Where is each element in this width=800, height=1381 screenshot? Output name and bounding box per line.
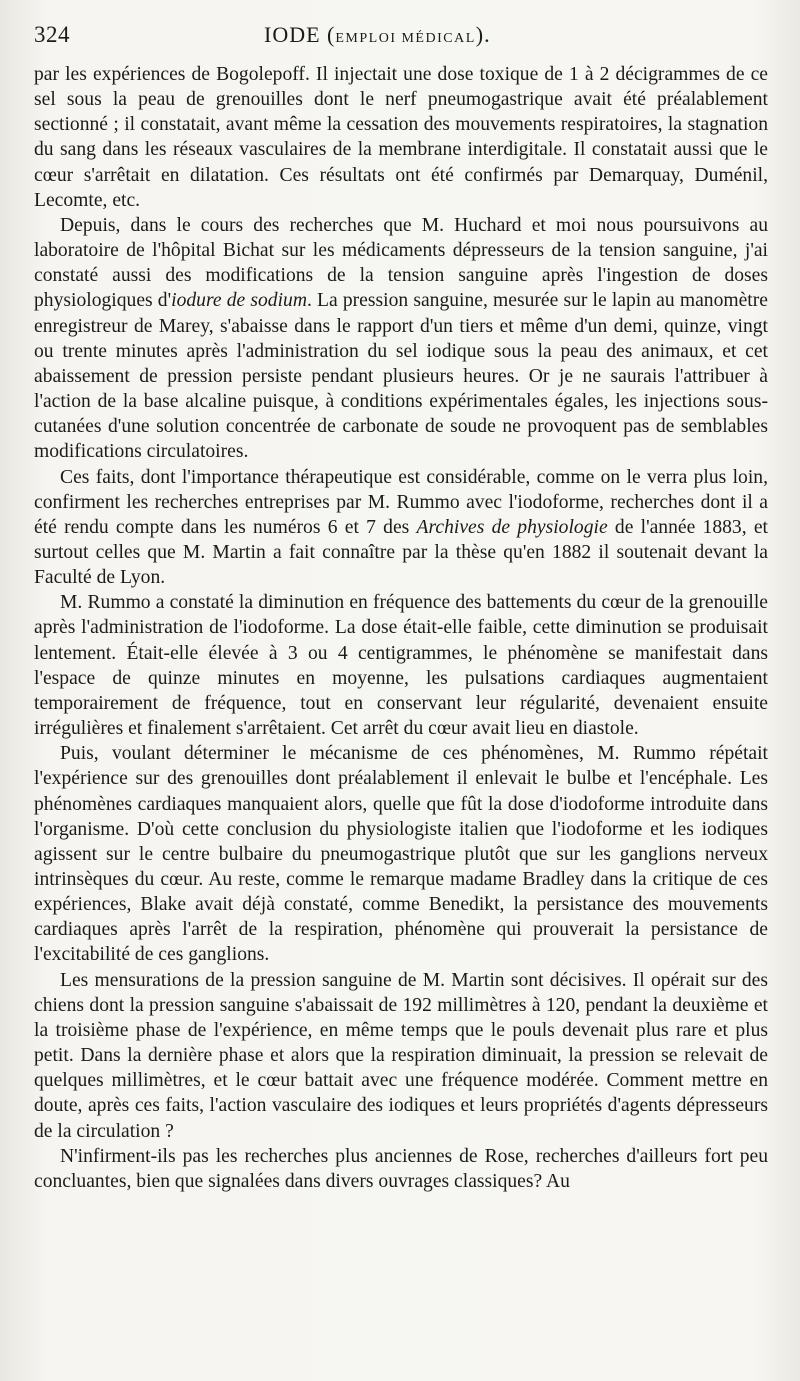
text-run: N'infirment-ils pas les recherches plus anciennes de Rose, recherches d'ailleurs fort peu concluantes, bien que signalées dans divers ouvrages classiques? Au [34, 1145, 768, 1192]
text-run: par les expériences de Bogolepoff. Il injectait une dose toxique de 1 à 2 décigrammes de ce sel sous la peau de grenouilles dont le nerf pneumogastrique avait été préalablement sectionné ; il constatait, avant même la cessation des mouvements respiratoires, la stagnation du sang dans les réseaux vasculaires de la membrane interdigitale. Il constatait aussi que le cœur s'arrêtait en dilatation. Ces résultats ont été confirmés par Demarquay, Duménil, Lecomte, etc. [34, 64, 768, 211]
paragraph-rose [34, 1144, 768, 1194]
text-run: Ces faits, dont l'importance thérapeutique est considérable, comme on le verra plus loin, confirment les recherches entreprises par M. Rummo avec l'iodoforme, recherches dont il a été rendu compte dans les numéros 6 et 7 des [34, 466, 768, 538]
text-run: Depuis, dans le cours des recherches que M. Huchard et moi nous poursuivons au laboratoire de l'hôpital Bichat sur les médicaments dépresseurs de la tension sanguine, j'ai constaté aussi des modifications de la tension sanguine après l'ingestion de doses physiologiques d' [34, 214, 768, 312]
text-run: de l'année 1883, et surtout celles que M. Martin a fait connaître par la thèse qu'en 1882 il soutenait devant la Faculté de Lyon. [34, 516, 768, 589]
paragraph-iodure-sodium [34, 213, 768, 465]
running-title-end: ). [475, 22, 491, 47]
paragraph-mechanism [34, 741, 768, 967]
paragraph-rummo-martin [34, 465, 768, 591]
running-title [264, 22, 491, 48]
text-run: Les mensurations de la pression sanguine de M. Martin sont décisives. Il opérait sur des chiens dont la pression sanguine s'abaissait de 192 millimètres à 120, pendant la deuxième et la troisième phase de l'expérience, en même temps que le pouls devenait plus rare et plus petit. Dans la dernière phase et alors que la respiration diminuait, la pression se relevait de quelques millimètres, et le cœur battait avec une fréquence modérée. Comment mettre en doute, après ces faits, l'action vasculaire des iodiques et leurs propriétés d'agents dépresseurs de la circulation ? [34, 969, 768, 1142]
running-title-small-caps: EMPLOI MÉDICAL [335, 31, 476, 46]
paragraph-rummo-frequency [34, 590, 768, 741]
page-number: 324 [34, 22, 70, 47]
text-run: M. Rummo a constaté la diminution en fréquence des battements du cœur de la grenouille après l'administration de l'iodoforme. La dose était-elle faible, cette diminution se produisait lentement. Était-elle élevée à 3 ou 4 centigrammes, le phénomène se manifestait dans l'espace de quinze minutes en moyenne, les pulsations cardiaques augmentaient temporairement de fréquence, tout en conservant leur régularité, devenaient ensuite irrégulières et finalement s'arrêtaient. Cet arrêt du cœur avait lieu en diastole. [34, 592, 768, 740]
paragraph-martin-pressure [34, 968, 768, 1144]
text-run: . La pression sanguine, mesurée sur le lapin au manomètre enregistreur de Marey, s'abaisse dans le rapport d'un tiers et même d'un demi, quinze, vingt ou trente minutes après l'administration du sel iodique sous la peau des animaux, et cet abaissement de pression persiste pendant plusieurs heures. Or je ne saurais l'attribuer à l'action de la base alcaline puisque, à conditions expérimentales égales, les injections sous-cutanées d'une solution concentrée de carbonate de soude ne provoquent pas de semblables modifications circulatoires. [34, 290, 768, 463]
running-head [34, 22, 768, 62]
italic-text: iodure de sodium [171, 290, 307, 312]
italic-text: Archives de physiologie [416, 516, 608, 538]
paragraph-continuation [34, 62, 768, 213]
text-run: Puis, voulant déterminer le mécanisme de ces phénomènes, M. Rummo répétait l'expérience sur des grenouilles dont préalablement il enlevait le bulbe et l'encéphale. Les phénomènes cardiaques manquaient alors, quelle que fût la dose d'iodoforme introduite dans l'organisme. D'où cette conclusion du physiologiste italien que l'iodoforme et les iodiques agissent sur le centre bulbaire du pneumogastrique plutôt que sur les ganglions nerveux intrinsèques du cœur. Au reste, comme le remarque madame Bradley dans la critique de ces expériences, Blake avait déjà constaté, comme Benedikt, la persistance des mouvements cardiaques après l'arrêt de la respiration, phénomène qui prouverait la persistance de l'excitabilité de ces ganglions. [34, 743, 768, 966]
body-text [34, 62, 768, 1194]
running-title-main: IODE ( [264, 22, 336, 47]
